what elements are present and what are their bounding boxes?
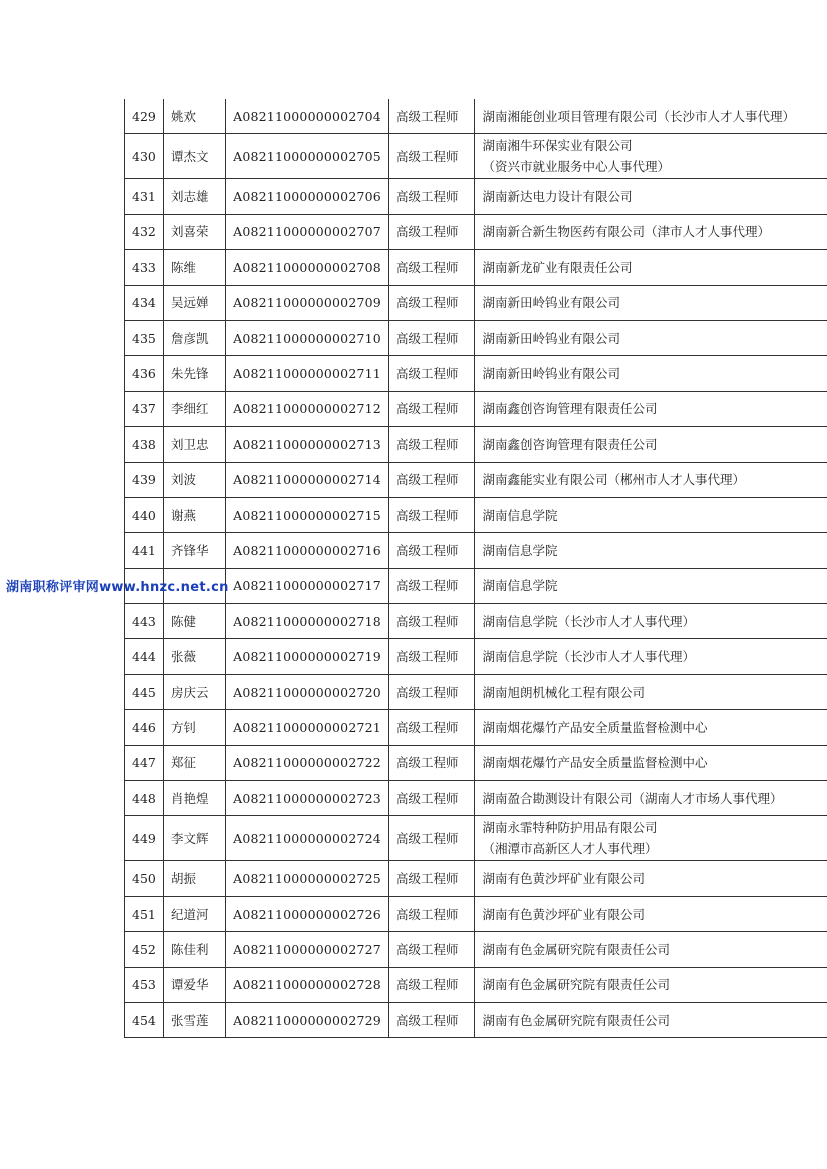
table-row [125,861,827,896]
certificate-number-cell: A08211000000002710 [226,320,389,355]
employer-cell [475,427,827,462]
employer-line: 湖南鑫能实业有限公司（郴州市人才人事代理） [482,472,745,488]
employer-cell [475,356,827,391]
title-cell: 高级工程师 [388,639,475,674]
title-cell: 高级工程师 [388,568,475,603]
row-number-cell: 453 [125,967,164,1002]
employer-line: 湖南新合新生物医药有限公司（津市人才人事代理） [482,224,770,240]
title-cell: 高级工程师 [388,932,475,967]
certificate-number-cell: A08211000000002723 [226,781,389,816]
certificate-number-cell: A08211000000002708 [226,250,389,285]
employer-cell [475,674,827,709]
table-row [125,710,827,745]
table-row [125,604,827,639]
employer-cell [475,250,827,285]
table-row [125,134,827,179]
table-row [125,497,827,532]
certificate-number-cell: A08211000000002725 [226,861,389,896]
name-cell: 陈佳利 [163,932,225,967]
employer-line: 湖南有色黄沙坪矿业有限公司 [482,871,645,887]
table-row [125,320,827,355]
table-row [125,932,827,967]
employer-cell [475,497,827,532]
employer-line: 湖南有色金属研究院有限责任公司 [482,941,670,957]
name-cell: 姚欢 [163,99,225,134]
employer-cell [475,285,827,320]
employer-line: 湖南永霏特种防护用品有限公司 [482,820,658,836]
name-cell: 张雪莲 [163,1002,225,1037]
employer-line: 湖南有色黄沙坪矿业有限公司 [482,906,645,922]
employer-line: 湖南信息学院（长沙市人才人事代理） [482,649,695,665]
employer-line: 湖南旭朗机械化工程有限公司 [482,684,645,700]
certificate-number-cell: A08211000000002727 [226,932,389,967]
certificate-number-cell: A08211000000002704 [226,99,389,134]
row-number-cell: 436 [125,356,164,391]
name-cell: 吴远婵 [163,285,225,320]
row-number-cell: 441 [125,533,164,568]
title-cell: 高级工程师 [388,427,475,462]
employer-cell [475,391,827,426]
row-number-cell: 452 [125,932,164,967]
name-cell: 李文辉 [163,816,225,861]
certificate-number-cell: A08211000000002711 [226,356,389,391]
title-cell: 高级工程师 [388,214,475,249]
title-cell: 高级工程师 [388,533,475,568]
table-row [125,99,827,134]
row-number-cell: 451 [125,896,164,931]
employer-cell [475,1002,827,1037]
certificate-number-cell: A08211000000002718 [226,604,389,639]
table-row [125,1002,827,1037]
employer-line: 湖南鑫创咨询管理有限责任公司 [482,401,658,417]
name-cell: 朱先锋 [163,356,225,391]
row-number-cell: 443 [125,604,164,639]
table-row [125,967,827,1002]
row-number-cell: 440 [125,497,164,532]
name-cell: 肖艳煌 [163,781,225,816]
table-row [125,250,827,285]
employer-cell [475,99,827,134]
roster-body [125,99,827,1038]
certificate-number-cell: A08211000000002713 [226,427,389,462]
certificate-number-cell: A08211000000002715 [226,497,389,532]
title-cell: 高级工程师 [388,710,475,745]
certificate-number-cell: A08211000000002728 [226,967,389,1002]
title-cell: 高级工程师 [388,861,475,896]
name-cell: 房庆云 [163,674,225,709]
employer-cell [475,568,827,603]
title-cell: 高级工程师 [388,497,475,532]
employer-cell [475,462,827,497]
employer-line: 湖南信息学院 [482,507,558,523]
roster-table [124,99,827,1038]
employer-cell [475,745,827,780]
name-cell: 刘波 [163,462,225,497]
certificate-number-cell: A08211000000002729 [226,1002,389,1037]
row-number-cell: 437 [125,391,164,426]
table-row [125,214,827,249]
name-cell: 齐锋华 [163,533,225,568]
employer-cell [475,932,827,967]
row-number-cell: 446 [125,710,164,745]
table-row [125,285,827,320]
title-cell: 高级工程师 [388,356,475,391]
employer-cell [475,861,827,896]
title-cell: 高级工程师 [388,1002,475,1037]
employer-line: 湖南盈合勘测设计有限公司（湖南人才市场人事代理） [482,790,783,806]
employer-cell [475,214,827,249]
employer-line: 湖南有色金属研究院有限责任公司 [482,1012,670,1028]
row-number-cell: 438 [125,427,164,462]
table-row [125,816,827,861]
employer-cell [475,816,827,861]
employer-cell [475,533,827,568]
name-cell: 刘卫忠 [163,427,225,462]
title-cell: 高级工程师 [388,250,475,285]
name-cell: 陈维 [163,250,225,285]
employer-cell [475,639,827,674]
table-row [125,391,827,426]
row-number-cell: 430 [125,134,164,179]
certificate-number-cell: A08211000000002717 [226,568,389,603]
name-cell: 纪道河 [163,896,225,931]
name-cell: 张薇 [163,639,225,674]
employer-line: 湖南信息学院 [482,578,558,594]
name-cell: 谢燕 [163,497,225,532]
certificate-number-cell: A08211000000002709 [226,285,389,320]
employer-line: 湖南新田岭钨业有限公司 [482,330,620,346]
employer-line: 湖南湘牛环保实业有限公司 [482,138,633,154]
table-row [125,745,827,780]
certificate-number-cell: A08211000000002726 [226,896,389,931]
name-cell: 刘喜荣 [163,214,225,249]
name-cell: 方钊 [163,710,225,745]
row-number-cell: 447 [125,745,164,780]
employer-line: 湖南鑫创咨询管理有限责任公司 [482,436,658,452]
name-cell: 胡振 [163,861,225,896]
name-cell: 陈健 [163,604,225,639]
title-cell: 高级工程师 [388,179,475,214]
table-row [125,427,827,462]
row-number-cell: 445 [125,674,164,709]
row-number-cell: 433 [125,250,164,285]
site-watermark: 湖南职称评审网www.hnzc.net.cn [6,580,229,595]
name-cell: 李细红 [163,391,225,426]
table-row [125,781,827,816]
employer-cell [475,967,827,1002]
row-number-cell: 429 [125,99,164,134]
row-number-cell: 432 [125,214,164,249]
title-cell: 高级工程师 [388,320,475,355]
certificate-number-cell: A08211000000002707 [226,214,389,249]
title-cell: 高级工程师 [388,462,475,497]
employer-line: （资兴市就业服务中心人事代理） [482,159,670,175]
row-number-cell: 431 [125,179,164,214]
certificate-number-cell: A08211000000002712 [226,391,389,426]
certificate-number-cell: A08211000000002706 [226,179,389,214]
title-cell: 高级工程师 [388,604,475,639]
name-cell: 谭杰文 [163,134,225,179]
row-number-cell: 448 [125,781,164,816]
employer-cell [475,781,827,816]
title-cell: 高级工程师 [388,674,475,709]
employer-line: 湖南新田岭钨业有限公司 [482,295,620,311]
employer-line: 湖南湘能创业项目管理有限公司（长沙市人才人事代理） [482,108,795,124]
employer-cell [475,320,827,355]
name-cell: 郑征 [163,745,225,780]
employer-line: 湖南新龙矿业有限责任公司 [482,259,633,275]
title-cell: 高级工程师 [388,896,475,931]
row-number-cell: 450 [125,861,164,896]
employer-line: 湖南新达电力设计有限公司 [482,189,633,205]
employer-cell [475,896,827,931]
certificate-number-cell: A08211000000002716 [226,533,389,568]
certificate-number-cell: A08211000000002721 [226,710,389,745]
employer-line: 湖南信息学院（长沙市人才人事代理） [482,613,695,629]
table-row [125,179,827,214]
employer-line: 湖南烟花爆竹产品安全质量监督检测中心 [482,755,708,771]
employer-line: 湖南有色金属研究院有限责任公司 [482,977,670,993]
certificate-number-cell: A08211000000002705 [226,134,389,179]
row-number-cell: 434 [125,285,164,320]
table-row [125,674,827,709]
row-number-cell: 439 [125,462,164,497]
name-cell: 刘志雄 [163,179,225,214]
employer-line: （湘潭市高新区人才人事代理） [482,841,658,857]
title-cell: 高级工程师 [388,816,475,861]
name-cell: 詹彦凯 [163,320,225,355]
title-cell: 高级工程师 [388,967,475,1002]
row-number-cell: 444 [125,639,164,674]
certificate-number-cell: A08211000000002714 [226,462,389,497]
table-row [125,639,827,674]
employer-cell [475,179,827,214]
certificate-number-cell: A08211000000002722 [226,745,389,780]
certificate-number-cell: A08211000000002724 [226,816,389,861]
title-cell: 高级工程师 [388,781,475,816]
name-cell: 谭爱华 [163,967,225,1002]
certificate-number-cell: A08211000000002719 [226,639,389,674]
certificate-number-cell: A08211000000002720 [226,674,389,709]
table-row [125,462,827,497]
table-row [125,533,827,568]
employer-cell [475,604,827,639]
row-number-cell: 454 [125,1002,164,1037]
employer-cell [475,710,827,745]
employer-line: 湖南烟花爆竹产品安全质量监督检测中心 [482,719,708,735]
employer-line: 湖南信息学院 [482,542,558,558]
title-cell: 高级工程师 [388,391,475,426]
employer-line: 湖南新田岭钨业有限公司 [482,366,620,382]
row-number-cell: 449 [125,816,164,861]
row-number-cell: 435 [125,320,164,355]
table-row [125,356,827,391]
title-cell: 高级工程师 [388,745,475,780]
title-cell: 高级工程师 [388,285,475,320]
title-cell: 高级工程师 [388,99,475,134]
employer-cell [475,134,827,179]
table-row [125,568,827,603]
title-cell: 高级工程师 [388,134,475,179]
table-row [125,896,827,931]
